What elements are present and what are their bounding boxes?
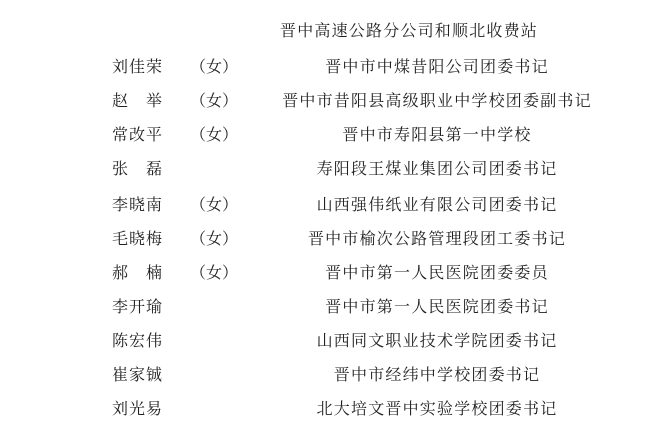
person-title: 晋中市中煤昔阳公司团委书记	[325, 57, 549, 76]
list-item	[0, 258, 654, 288]
gender-marker: （女）	[190, 57, 239, 76]
person-title: 晋中市第一人民医院团委书记	[325, 297, 549, 316]
person-name: 刘佳荣	[112, 57, 164, 76]
person-title: 山西强伟纸业有限公司团委书记	[316, 195, 558, 214]
person-title: 晋中市榆次公路管理段团工委书记	[307, 229, 566, 248]
person-name: 毛晓梅	[112, 229, 164, 248]
list-item	[0, 190, 654, 220]
list-item	[0, 224, 654, 254]
person-name: 陈宏伟	[112, 331, 164, 350]
person-name: 常改平	[112, 125, 164, 144]
list-item	[0, 52, 654, 82]
person-name: 张 磊	[112, 159, 164, 178]
person-title: 北大培文晋中实验学校团委书记	[316, 399, 558, 418]
gender-marker: （女）	[190, 125, 239, 144]
person-name: 赵 举	[112, 91, 164, 110]
gender-marker: （女）	[190, 91, 239, 110]
list-item	[0, 292, 654, 322]
list-item	[0, 326, 654, 356]
person-title: 山西同文职业技术学院团委书记	[316, 331, 558, 350]
person-name: 崔家铖	[112, 365, 164, 384]
list-item	[0, 394, 654, 424]
list-item	[0, 86, 654, 116]
person-name: 刘光易	[112, 399, 164, 418]
person-name: 李开瑜	[112, 297, 164, 316]
person-title: 晋中市经纬中学校团委书记	[333, 365, 541, 384]
person-title: 晋中市昔阳县高级职业中学校团委副书记	[282, 91, 592, 110]
gender-marker: （女）	[190, 195, 239, 214]
person-title: 晋中市第一人民医院团委委员	[325, 263, 549, 282]
person-name: 李晓南	[112, 195, 164, 214]
gender-marker: （女）	[190, 229, 239, 248]
person-title: 晋中市寿阳县第一中学校	[342, 125, 532, 144]
list-item	[0, 120, 654, 150]
person-name: 郝 楠	[112, 263, 164, 282]
person-title: 寿阳段王煤业集团公司团委书记	[316, 159, 558, 178]
header-line: 晋中高速公路分公司和顺北收费站	[280, 21, 539, 40]
gender-marker: （女）	[190, 263, 239, 282]
list-item	[0, 154, 654, 184]
list-item	[0, 360, 654, 390]
